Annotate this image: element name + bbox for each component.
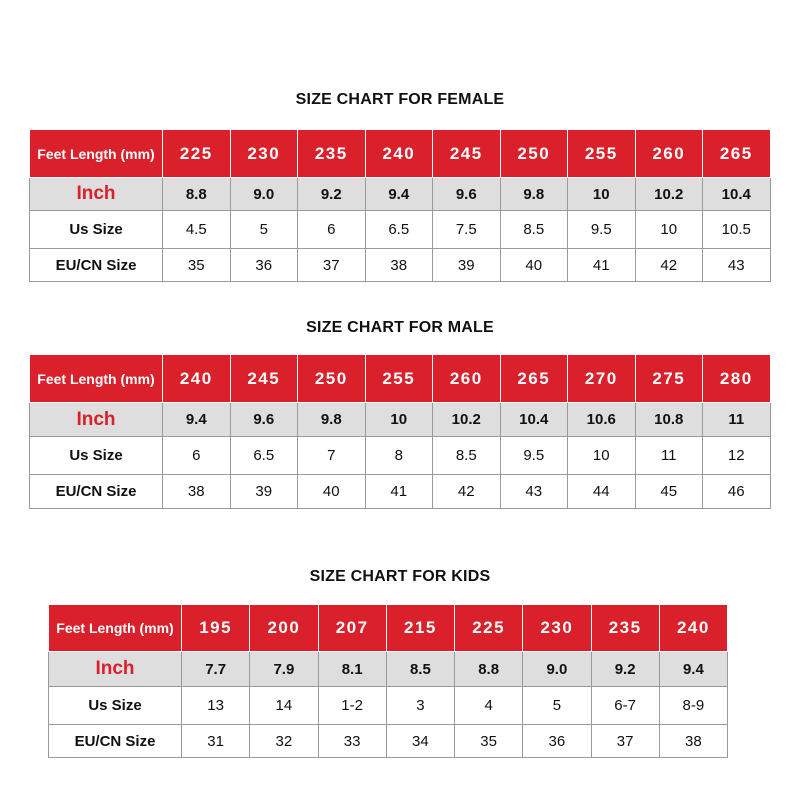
us-size-cell: 12 <box>703 437 771 475</box>
feet-length-cell: 240 <box>365 130 433 178</box>
inch-cell: 9.2 <box>591 652 659 687</box>
eu-cn-size-cell: 44 <box>568 475 636 509</box>
male-us-size-row <box>30 437 771 475</box>
us-size-cell: 4.5 <box>163 211 231 249</box>
inch-cell: 10 <box>365 403 433 437</box>
us-size-cell: 9.5 <box>500 437 568 475</box>
feet-length-cell: 235 <box>298 130 366 178</box>
feet-length-label: Feet Length (mm) <box>30 130 163 178</box>
feet-length-cell: 200 <box>250 605 318 652</box>
female-inch-row <box>30 178 771 211</box>
eu-cn-size-cell: 33 <box>318 725 386 758</box>
us-size-cell: 5 <box>523 687 591 725</box>
inch-cell: 8.1 <box>318 652 386 687</box>
eu-cn-size-cell: 37 <box>591 725 659 758</box>
eu-cn-size-cell: 35 <box>163 249 231 282</box>
inch-cell: 9.8 <box>298 403 366 437</box>
eu-cn-size-cell: 45 <box>635 475 703 509</box>
eu-cn-size-cell: 32 <box>250 725 318 758</box>
us-size-cell: 6 <box>298 211 366 249</box>
feet-length-cell: 265 <box>500 355 568 403</box>
male-size-table <box>29 354 771 509</box>
kids-eu-cn-size-row <box>49 725 728 758</box>
inch-cell: 9.4 <box>163 403 231 437</box>
eu-cn-size-cell: 39 <box>230 475 298 509</box>
feet-length-cell: 250 <box>298 355 366 403</box>
feet-length-cell: 230 <box>523 605 591 652</box>
feet-length-cell: 275 <box>635 355 703 403</box>
inch-cell: 9.6 <box>230 403 298 437</box>
eu-cn-size-cell: 43 <box>703 249 771 282</box>
us-size-cell: 10.5 <box>703 211 771 249</box>
us-size-cell: 10 <box>568 437 636 475</box>
inch-cell: 10.4 <box>703 178 771 211</box>
feet-length-cell: 240 <box>659 605 727 652</box>
eu-cn-size-cell: 42 <box>635 249 703 282</box>
feet-length-cell: 195 <box>182 605 250 652</box>
female-chart-title: SIZE CHART FOR FEMALE <box>295 91 505 108</box>
us-size-cell: 7.5 <box>433 211 501 249</box>
inch-cell: 9.0 <box>230 178 298 211</box>
us-size-cell: 4 <box>455 687 523 725</box>
inch-cell: 10 <box>568 178 636 211</box>
feet-length-cell: 235 <box>591 605 659 652</box>
eu-cn-size-cell: 46 <box>703 475 771 509</box>
eu-cn-size-cell: 31 <box>182 725 250 758</box>
feet-length-cell: 265 <box>703 130 771 178</box>
feet-length-label: Feet Length (mm) <box>49 605 182 652</box>
feet-length-cell: 255 <box>568 130 636 178</box>
inch-label: Inch <box>30 178 163 211</box>
eu-cn-size-label: EU/CN Size <box>30 249 163 282</box>
us-size-cell: 5 <box>230 211 298 249</box>
us-size-cell: 6 <box>163 437 231 475</box>
us-size-cell: 13 <box>182 687 250 725</box>
female-us-size-row <box>30 211 771 249</box>
inch-cell: 8.5 <box>386 652 454 687</box>
eu-cn-size-cell: 39 <box>433 249 501 282</box>
feet-length-cell: 270 <box>568 355 636 403</box>
us-size-cell: 6.5 <box>230 437 298 475</box>
feet-length-cell: 260 <box>635 130 703 178</box>
us-size-label: Us Size <box>30 437 163 475</box>
us-size-cell: 3 <box>386 687 454 725</box>
eu-cn-size-cell: 36 <box>523 725 591 758</box>
us-size-label: Us Size <box>49 687 182 725</box>
feet-length-cell: 245 <box>230 355 298 403</box>
eu-cn-size-cell: 42 <box>433 475 501 509</box>
eu-cn-size-cell: 40 <box>500 249 568 282</box>
inch-cell: 8.8 <box>455 652 523 687</box>
inch-cell: 10.2 <box>635 178 703 211</box>
feet-length-cell: 225 <box>163 130 231 178</box>
kids-inch-row <box>49 652 728 687</box>
us-size-cell: 8-9 <box>659 687 727 725</box>
feet-length-cell: 260 <box>433 355 501 403</box>
inch-cell: 11 <box>703 403 771 437</box>
us-size-cell: 8 <box>365 437 433 475</box>
us-size-cell: 10 <box>635 211 703 249</box>
us-size-label: Us Size <box>30 211 163 249</box>
eu-cn-size-cell: 41 <box>365 475 433 509</box>
us-size-cell: 8.5 <box>433 437 501 475</box>
kids-us-size-row <box>49 687 728 725</box>
feet-length-cell: 255 <box>365 355 433 403</box>
us-size-cell: 14 <box>250 687 318 725</box>
inch-cell: 7.9 <box>250 652 318 687</box>
inch-cell: 9.8 <box>500 178 568 211</box>
inch-cell: 8.8 <box>163 178 231 211</box>
eu-cn-size-cell: 38 <box>365 249 433 282</box>
inch-cell: 10.6 <box>568 403 636 437</box>
feet-length-cell: 230 <box>230 130 298 178</box>
us-size-cell: 1-2 <box>318 687 386 725</box>
kids-size-table <box>48 604 728 758</box>
inch-label: Inch <box>49 652 182 687</box>
inch-cell: 9.6 <box>433 178 501 211</box>
feet-length-cell: 280 <box>703 355 771 403</box>
us-size-cell: 6-7 <box>591 687 659 725</box>
inch-cell: 10.2 <box>433 403 501 437</box>
eu-cn-size-cell: 38 <box>659 725 727 758</box>
feet-length-cell: 215 <box>386 605 454 652</box>
eu-cn-size-cell: 37 <box>298 249 366 282</box>
inch-cell: 10.4 <box>500 403 568 437</box>
inch-cell: 9.4 <box>365 178 433 211</box>
feet-length-label: Feet Length (mm) <box>30 355 163 403</box>
feet-length-cell: 207 <box>318 605 386 652</box>
inch-label: Inch <box>30 403 163 437</box>
kids-feet-length-row <box>49 605 728 652</box>
inch-cell: 10.8 <box>635 403 703 437</box>
eu-cn-size-cell: 34 <box>386 725 454 758</box>
eu-cn-size-cell: 43 <box>500 475 568 509</box>
eu-cn-size-cell: 36 <box>230 249 298 282</box>
eu-cn-size-label: EU/CN Size <box>30 475 163 509</box>
us-size-cell: 8.5 <box>500 211 568 249</box>
us-size-cell: 7 <box>298 437 366 475</box>
kids-chart-title: SIZE CHART FOR KIDS <box>309 568 491 585</box>
feet-length-cell: 225 <box>455 605 523 652</box>
male-feet-length-row <box>30 355 771 403</box>
eu-cn-size-cell: 41 <box>568 249 636 282</box>
feet-length-cell: 245 <box>433 130 501 178</box>
inch-cell: 7.7 <box>182 652 250 687</box>
female-eu-cn-size-row <box>30 249 771 282</box>
eu-cn-size-cell: 40 <box>298 475 366 509</box>
feet-length-cell: 250 <box>500 130 568 178</box>
female-size-table <box>29 129 771 282</box>
feet-length-cell: 240 <box>163 355 231 403</box>
eu-cn-size-cell: 35 <box>455 725 523 758</box>
us-size-cell: 9.5 <box>568 211 636 249</box>
male-eu-cn-size-row <box>30 475 771 509</box>
us-size-cell: 6.5 <box>365 211 433 249</box>
male-chart-title: SIZE CHART FOR MALE <box>306 319 494 336</box>
female-feet-length-row <box>30 130 771 178</box>
inch-cell: 9.2 <box>298 178 366 211</box>
us-size-cell: 11 <box>635 437 703 475</box>
eu-cn-size-label: EU/CN Size <box>49 725 182 758</box>
inch-cell: 9.4 <box>659 652 727 687</box>
inch-cell: 9.0 <box>523 652 591 687</box>
eu-cn-size-cell: 38 <box>163 475 231 509</box>
male-inch-row <box>30 403 771 437</box>
